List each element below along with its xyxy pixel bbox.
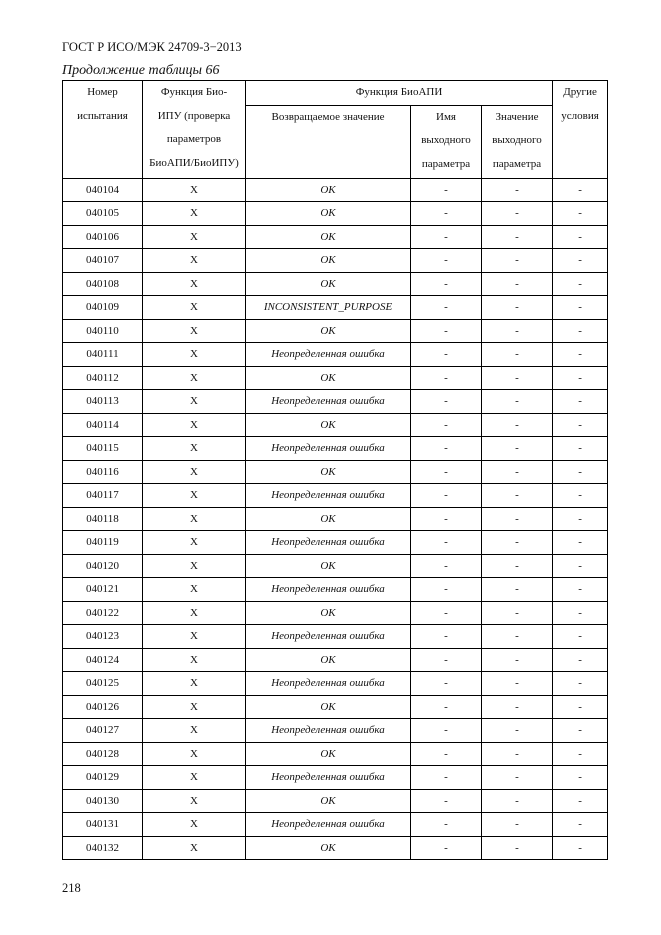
cell-output-name: - — [411, 249, 482, 273]
cell-test-number: 040128 — [63, 742, 143, 766]
cell-return-value: OK — [246, 836, 411, 860]
cell-function-bio: X — [143, 836, 246, 860]
cell-output-value: - — [482, 413, 553, 437]
col-header-number: Номер испытания — [63, 81, 143, 179]
cell-output-name: - — [411, 319, 482, 343]
cell-output-value: - — [482, 319, 553, 343]
cell-output-name: - — [411, 601, 482, 625]
cell-other-conditions: - — [553, 296, 608, 320]
cell-output-name: - — [411, 813, 482, 837]
cell-output-value: - — [482, 813, 553, 837]
cell-output-name: - — [411, 296, 482, 320]
cell-return-value: OK — [246, 319, 411, 343]
cell-other-conditions: - — [553, 202, 608, 226]
cell-return-value: Неопределенная ошибка — [246, 625, 411, 649]
cell-output-value: - — [482, 225, 553, 249]
cell-output-name: - — [411, 343, 482, 367]
cell-other-conditions: - — [553, 695, 608, 719]
cell-function-bio: X — [143, 319, 246, 343]
cell-function-bio: X — [143, 225, 246, 249]
cell-test-number: 040114 — [63, 413, 143, 437]
cell-test-number: 040127 — [63, 719, 143, 743]
cell-test-number: 040118 — [63, 507, 143, 531]
cell-output-name: - — [411, 836, 482, 860]
cell-other-conditions: - — [553, 625, 608, 649]
cell-output-name: - — [411, 272, 482, 296]
cell-output-name: - — [411, 648, 482, 672]
table-row — [63, 554, 608, 578]
cell-return-value: OK — [246, 554, 411, 578]
cell-output-value: - — [482, 766, 553, 790]
cell-other-conditions: - — [553, 343, 608, 367]
cell-other-conditions: - — [553, 366, 608, 390]
cell-output-value: - — [482, 625, 553, 649]
cell-output-name: - — [411, 789, 482, 813]
cell-output-value: - — [482, 601, 553, 625]
table-row — [63, 343, 608, 367]
cell-other-conditions: - — [553, 437, 608, 461]
cell-test-number: 040110 — [63, 319, 143, 343]
cell-test-number: 040111 — [63, 343, 143, 367]
table-row — [63, 437, 608, 461]
cell-output-value: - — [482, 648, 553, 672]
table-row — [63, 719, 608, 743]
cell-function-bio: X — [143, 719, 246, 743]
cell-output-value: - — [482, 695, 553, 719]
table-row — [63, 531, 608, 555]
cell-test-number: 040109 — [63, 296, 143, 320]
cell-output-name: - — [411, 484, 482, 508]
cell-other-conditions: - — [553, 742, 608, 766]
cell-output-name: - — [411, 202, 482, 226]
cell-other-conditions: - — [553, 413, 608, 437]
cell-output-value: - — [482, 272, 553, 296]
cell-output-value: - — [482, 531, 553, 555]
cell-function-bio: X — [143, 296, 246, 320]
cell-return-value: OK — [246, 178, 411, 202]
cell-return-value: Неопределенная ошибка — [246, 390, 411, 414]
table-row — [63, 648, 608, 672]
cell-return-value: Неопределенная ошибка — [246, 531, 411, 555]
cell-output-name: - — [411, 437, 482, 461]
col-header-function-bio: Функция Био- ИПУ (проверка параметров БиоАПИ/БиоИПУ) — [143, 81, 246, 179]
cell-test-number: 040121 — [63, 578, 143, 602]
cell-function-bio: X — [143, 789, 246, 813]
col-header-other-conditions: Другие условия — [553, 81, 608, 179]
table-row — [63, 296, 608, 320]
cell-function-bio: X — [143, 484, 246, 508]
cell-output-value: - — [482, 672, 553, 696]
cell-test-number: 040112 — [63, 366, 143, 390]
cell-test-number: 040104 — [63, 178, 143, 202]
cell-output-name: - — [411, 554, 482, 578]
cell-output-name: - — [411, 531, 482, 555]
cell-output-value: - — [482, 366, 553, 390]
cell-return-value: Неопределенная ошибка — [246, 437, 411, 461]
cell-test-number: 040126 — [63, 695, 143, 719]
cell-other-conditions: - — [553, 836, 608, 860]
table-row — [63, 601, 608, 625]
table-row — [63, 625, 608, 649]
cell-output-value: - — [482, 507, 553, 531]
cell-test-number: 040105 — [63, 202, 143, 226]
cell-test-number: 040130 — [63, 789, 143, 813]
cell-output-name: - — [411, 766, 482, 790]
cell-return-value: OK — [246, 249, 411, 273]
cell-test-number: 040120 — [63, 554, 143, 578]
table-row — [63, 272, 608, 296]
cell-test-number: 040119 — [63, 531, 143, 555]
cell-function-bio: X — [143, 766, 246, 790]
cell-function-bio: X — [143, 648, 246, 672]
cell-other-conditions: - — [553, 178, 608, 202]
cell-output-value: - — [482, 836, 553, 860]
cell-return-value: OK — [246, 789, 411, 813]
cell-test-number: 040106 — [63, 225, 143, 249]
cell-return-value: Неопределенная ошибка — [246, 343, 411, 367]
cell-function-bio: X — [143, 272, 246, 296]
table-body — [63, 178, 608, 860]
cell-function-bio: X — [143, 413, 246, 437]
col-header-return-value: Возвращаемое значение — [246, 105, 411, 178]
cell-other-conditions: - — [553, 601, 608, 625]
cell-return-value: Неопределенная ошибка — [246, 672, 411, 696]
cell-output-name: - — [411, 695, 482, 719]
cell-other-conditions: - — [553, 672, 608, 696]
cell-other-conditions: - — [553, 554, 608, 578]
cell-function-bio: X — [143, 460, 246, 484]
cell-output-name: - — [411, 625, 482, 649]
cell-output-value: - — [482, 437, 553, 461]
cell-output-name: - — [411, 742, 482, 766]
table-row — [63, 413, 608, 437]
cell-output-value: - — [482, 202, 553, 226]
cell-other-conditions: - — [553, 648, 608, 672]
cell-other-conditions: - — [553, 766, 608, 790]
cell-function-bio: X — [143, 813, 246, 837]
cell-test-number: 040125 — [63, 672, 143, 696]
cell-output-value: - — [482, 742, 553, 766]
cell-function-bio: X — [143, 601, 246, 625]
table-row — [63, 836, 608, 860]
cell-return-value: Неопределенная ошибка — [246, 813, 411, 837]
table-row — [63, 178, 608, 202]
cell-test-number: 040117 — [63, 484, 143, 508]
table-row — [63, 507, 608, 531]
cell-return-value: OK — [246, 460, 411, 484]
cell-other-conditions: - — [553, 813, 608, 837]
cell-other-conditions: - — [553, 531, 608, 555]
cell-return-value: OK — [246, 742, 411, 766]
cell-test-number: 040116 — [63, 460, 143, 484]
cell-return-value: OK — [246, 225, 411, 249]
table-row — [63, 249, 608, 273]
cell-other-conditions: - — [553, 719, 608, 743]
document-header: ГОСТ Р ИСО/МЭК 24709-3−2013 — [62, 40, 242, 54]
cell-function-bio: X — [143, 343, 246, 367]
cell-output-name: - — [411, 366, 482, 390]
cell-function-bio: X — [143, 578, 246, 602]
table-row — [63, 460, 608, 484]
cell-output-value: - — [482, 578, 553, 602]
table-row — [63, 695, 608, 719]
table-row — [63, 366, 608, 390]
table-row — [63, 390, 608, 414]
cell-output-value: - — [482, 789, 553, 813]
cell-function-bio: X — [143, 507, 246, 531]
table-row — [63, 672, 608, 696]
cell-test-number: 040108 — [63, 272, 143, 296]
table-row — [63, 789, 608, 813]
cell-output-value: - — [482, 296, 553, 320]
cell-return-value: Неопределенная ошибка — [246, 578, 411, 602]
cell-other-conditions: - — [553, 225, 608, 249]
cell-other-conditions: - — [553, 578, 608, 602]
cell-function-bio: X — [143, 625, 246, 649]
cell-function-bio: X — [143, 249, 246, 273]
cell-other-conditions: - — [553, 507, 608, 531]
cell-test-number: 040115 — [63, 437, 143, 461]
cell-output-name: - — [411, 225, 482, 249]
cell-function-bio: X — [143, 531, 246, 555]
table-row — [63, 319, 608, 343]
cell-other-conditions: - — [553, 249, 608, 273]
cell-return-value: OK — [246, 272, 411, 296]
table-row — [63, 766, 608, 790]
cell-output-name: - — [411, 178, 482, 202]
cell-function-bio: X — [143, 742, 246, 766]
cell-output-name: - — [411, 460, 482, 484]
cell-return-value: OK — [246, 507, 411, 531]
cell-return-value: OK — [246, 601, 411, 625]
cell-test-number: 040123 — [63, 625, 143, 649]
cell-return-value: OK — [246, 366, 411, 390]
table-row — [63, 225, 608, 249]
page-number: 218 — [62, 881, 81, 895]
cell-function-bio: X — [143, 672, 246, 696]
cell-test-number: 040132 — [63, 836, 143, 860]
test-table — [62, 80, 608, 860]
cell-return-value: Неопределенная ошибка — [246, 766, 411, 790]
cell-other-conditions: - — [553, 390, 608, 414]
col-header-output-value: Значение выходного параметра — [482, 105, 553, 178]
cell-output-value: - — [482, 390, 553, 414]
cell-other-conditions: - — [553, 272, 608, 296]
cell-output-name: - — [411, 390, 482, 414]
cell-test-number: 040122 — [63, 601, 143, 625]
cell-return-value: OK — [246, 648, 411, 672]
cell-return-value: OK — [246, 695, 411, 719]
cell-test-number: 040131 — [63, 813, 143, 837]
cell-function-bio: X — [143, 695, 246, 719]
cell-function-bio: X — [143, 366, 246, 390]
cell-function-bio: X — [143, 202, 246, 226]
cell-output-value: - — [482, 460, 553, 484]
table-row — [63, 578, 608, 602]
cell-output-name: - — [411, 507, 482, 531]
cell-return-value: OK — [246, 413, 411, 437]
cell-function-bio: X — [143, 390, 246, 414]
cell-output-name: - — [411, 672, 482, 696]
table-row — [63, 202, 608, 226]
cell-output-name: - — [411, 719, 482, 743]
cell-return-value: Неопределенная ошибка — [246, 484, 411, 508]
cell-output-value: - — [482, 249, 553, 273]
cell-return-value: OK — [246, 202, 411, 226]
cell-return-value: INCONSISTENT_PURPOSE — [246, 296, 411, 320]
table-row — [63, 484, 608, 508]
cell-test-number: 040113 — [63, 390, 143, 414]
cell-other-conditions: - — [553, 319, 608, 343]
cell-output-value: - — [482, 484, 553, 508]
cell-output-value: - — [482, 719, 553, 743]
cell-return-value: Неопределенная ошибка — [246, 719, 411, 743]
cell-test-number: 040107 — [63, 249, 143, 273]
cell-other-conditions: - — [553, 789, 608, 813]
cell-other-conditions: - — [553, 460, 608, 484]
col-header-bioapi-group: Функция БиоАПИ — [246, 81, 553, 106]
cell-other-conditions: - — [553, 484, 608, 508]
cell-output-value: - — [482, 343, 553, 367]
cell-test-number: 040124 — [63, 648, 143, 672]
table-caption: Продолжение таблицы 66 — [62, 63, 220, 78]
table-row — [63, 813, 608, 837]
cell-output-name: - — [411, 413, 482, 437]
cell-function-bio: X — [143, 178, 246, 202]
cell-output-name: - — [411, 578, 482, 602]
cell-test-number: 040129 — [63, 766, 143, 790]
table-row — [63, 742, 608, 766]
col-header-output-name: Имя выходного параметра — [411, 105, 482, 178]
cell-output-value: - — [482, 178, 553, 202]
cell-function-bio: X — [143, 437, 246, 461]
cell-output-value: - — [482, 554, 553, 578]
cell-function-bio: X — [143, 554, 246, 578]
